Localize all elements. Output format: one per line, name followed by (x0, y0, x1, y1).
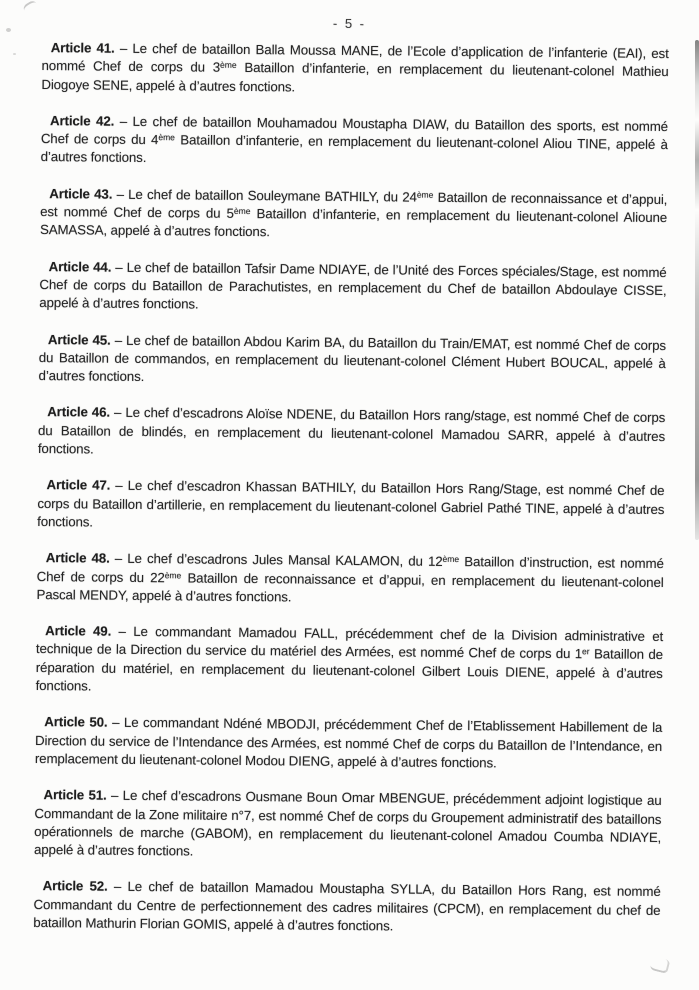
article-text: – Le commandant Mamadou FALL, précédemment chef de la Division administrative et technique de la Direction du service du matériel des Armées, est nommé Chef de corps du 1 (35, 623, 664, 662)
article-paragraph (41, 112, 668, 173)
article-text: Bataillon de reconnaissance et d’appui, en remplacement du lieutenant-colonel Pascal MENDY, appelé à d’autres fonctions. (36, 569, 664, 605)
article-text: – Le chef de bataillon Mouhamadou Moustapha DIAW, du Bataillon des sports, est nommé Chef de corps du 4 (40, 113, 669, 148)
article-text: – Le chef de bataillon Souleymane BATHILY, du 24 (112, 186, 417, 205)
article-text: – Le chef d’escadrons Ousmane Boun Omar MBENGUE, précédemment adjoint logistique au Commandant de la Zone militaire n°7, est nommé Chef de corps du Groupement administratif des bataillons opérationnels de marche (GABOM), en remplacement du lieutenant-colonel Amadou Coumba NDIAYE, appelé à d’autres fonctions. (33, 787, 662, 859)
article-paragraph (38, 331, 665, 392)
article-label: Article 52. (42, 878, 108, 895)
scan-artifact-bottom-right (650, 956, 671, 974)
article-paragraph (37, 476, 664, 537)
article-label: Article 50. (44, 714, 108, 730)
article-paragraph (36, 549, 663, 610)
articles-container (33, 39, 669, 938)
ordinal-suffix: ème (164, 569, 182, 580)
article-paragraph (35, 713, 662, 774)
article-paragraph (40, 185, 667, 246)
ordinal-suffix: er (582, 646, 590, 657)
article-paragraph (33, 877, 660, 938)
article-label: Article 44. (48, 258, 112, 275)
article-label: Article 42. (49, 112, 115, 129)
article-paragraph (41, 39, 668, 100)
article-text: Bataillon d’infanterie, en remplacement du lieutenant-colonel Alioune SAMASSA, appelé à d’autres fonctions. (39, 206, 668, 240)
article-paragraph (34, 786, 662, 865)
article-label: Article 43. (49, 185, 113, 202)
article-text: – Le chef de bataillon Balla Moussa MANE, de l’Ecole d’application de l’infanterie (EAI), est nommé Chef de corps du 3 (41, 40, 669, 76)
ordinal-suffix: ème (220, 60, 237, 71)
ordinal-suffix: ème (233, 205, 251, 217)
article-text: – Le chef d’escadrons Aloïse NDENE, du Bataillon Hors rang/stage, est nommé Chef de corps du Bataillon de blindés, en remplacement du lieutenant-colonel Mamadou SARR, appelé à d’autres fonctions. (37, 405, 666, 457)
article-label: Article 45. (47, 331, 111, 348)
article-paragraph (39, 258, 666, 319)
article-label: Article 51. (43, 787, 107, 803)
article-label: Article 49. (45, 623, 112, 639)
article-label: Article 41. (50, 40, 115, 56)
ordinal-suffix: ème (416, 189, 434, 200)
article-label: Article 47. (46, 477, 111, 494)
article-text: – Le chef de bataillon Tafsir Dame NDIAYE, de l’Unité des Forces spéciales/Stage, est nommé Chef de corps du Bataillon de Parachutistes, en remplacement du Chef de bataillon Abdoulaye CISSE, appelé à d’autres fonctions. (39, 259, 667, 312)
article-label: Article 48. (45, 550, 110, 566)
ordinal-suffix: ème (442, 554, 460, 565)
article-paragraph (36, 622, 664, 701)
article-text: Bataillon de réparation du matériel, en remplacement du lieutenant-colonel Gilbert Louis DIENE, appelé à d’autres fonctions. (35, 646, 664, 694)
article-text: Bataillon d’infanterie, en remplacement du lieutenant-colonel Aliou TINE, appelé à d’autres fonctions. (40, 132, 668, 166)
article-text: – Le chef d’escadron Khassan BATHILY, du Bataillon Hors Rang/Stage, est nommé Chef de corps du Bataillon d’artillerie, en remplacement du lieutenant-colonel Gabriel Pathé TINE, appelé à d’autres fonctions. (37, 478, 665, 530)
ordinal-suffix: ème (158, 132, 175, 143)
article-text: – Le chef d’escadrons Jules Mansal KALAMON, du 12 (109, 550, 443, 570)
article-text: Bataillon d’infanterie, en remplacement du lieutenant-colonel Mathieu Diogoye SENE, appelé à d’autres fonctions. (41, 60, 669, 95)
article-text: – Le commandant Ndéné MBODJI, précédemment Chef de l’Etablissement Habillement de la Direction du service de l’Intendance des Armées, est nommé Chef de corps du Bataillon de l’Intendance, en remplacement du lieutenant-colonel Modou DIENG, appelé à d’autres fonctions. (34, 714, 663, 771)
article-text: Bataillon de reconnaissance et d’appui, est nommé Chef de corps du 5 (40, 189, 668, 221)
article-label: Article 46. (47, 404, 111, 421)
page-number: - 5 - (332, 15, 367, 32)
article-paragraph (38, 403, 665, 464)
article-text: – Le chef de bataillon Mamadou Moustapha SYLLA, du Bataillon Hors Rang, est nommé Commandant du Centre de perfectionnement des cadres militaires (CPCM), en remplacement du chef de bataillon Mathurin Florian GOMIS, appelé à d’autres fonctions. (33, 879, 661, 934)
article-text: – Le chef de bataillon Abdou Karim BA, du Bataillon du Train/EMAT, est nommé Chef de corps du Bataillon de commandos, en remplacement du lieutenant-colonel Clément Hubert BOUCAL, appelé à d’autres fonctions. (38, 332, 666, 385)
article-text: Bataillon d’instruction, est nommé Chef de corps du 22 (36, 554, 664, 585)
